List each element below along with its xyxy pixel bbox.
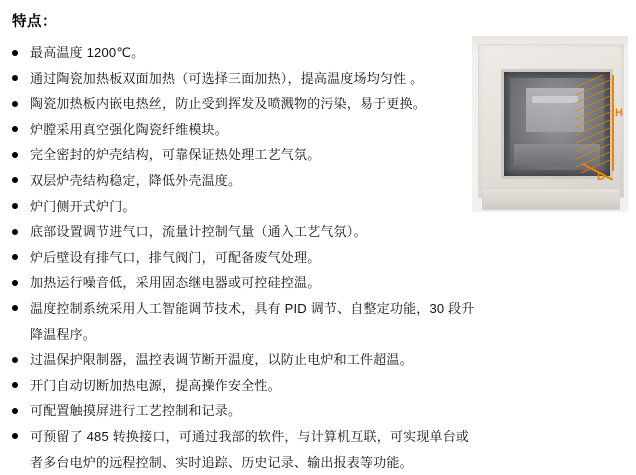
list-item-label: 炉后壁设有排气口，排气阀门，可配备废气处理。 [30, 249, 321, 265]
list-item [8, 168, 478, 194]
ceramic-heating-plate [532, 96, 578, 103]
bullet-icon [12, 50, 18, 56]
list-item-label: 完全密封的炉壳结构，可靠保证热处理工艺气氛。 [30, 147, 321, 163]
bullet-icon [12, 280, 18, 286]
bullet-icon [12, 152, 18, 158]
bullet-icon [12, 408, 18, 414]
list-item-label: 底部设置调节进气口，流量计控制气量（通入工艺气氛）。 [30, 224, 367, 240]
list-item [8, 142, 478, 168]
list-item [8, 66, 478, 92]
bullet-icon [12, 203, 18, 209]
list-item-label: 炉门侧开式炉门。 [30, 198, 136, 214]
list-item-label: 可预留了 485 转换接口，可通过我部的软件，与计算机互联，可实现单台或者多台电炉的远程控制、实时追踪、历史记录、输出报表等功能。 [30, 428, 470, 470]
bullet-icon [12, 75, 18, 81]
list-item-label: 通过陶瓷加热板双面加热（可选择三面加热），提高温度场均匀性 。 [30, 70, 424, 86]
furnace-photo [472, 36, 628, 212]
list-item [8, 398, 478, 424]
list-item-label: 最高温度 1200℃。 [30, 45, 145, 60]
list-item-label: 温度控制系统采用人工智能调节技术，具有 PID 调节、自整定功能，30 段升降温程序。 [30, 300, 475, 342]
list-item [8, 40, 478, 66]
bullet-icon [12, 305, 18, 311]
bullet-icon [12, 229, 18, 235]
height-dimension-line [612, 75, 614, 171]
list-item [8, 373, 478, 399]
list-item [8, 296, 478, 347]
list-item [8, 219, 478, 245]
bullet-icon [12, 357, 18, 363]
list-item-label: 可配置触摸屏进行工艺控制和记录。 [30, 403, 242, 419]
list-item [8, 91, 478, 117]
furnace-body [478, 44, 624, 198]
list-item [8, 194, 478, 220]
feature-list [8, 40, 478, 475]
bullet-icon [12, 177, 18, 183]
bullet-icon [12, 101, 18, 107]
dimension-hatching [575, 75, 611, 173]
list-item-label: 陶瓷加热板内嵌电热丝，防止受到挥发及喷溅物的污染，易于更换。 [30, 96, 427, 112]
list-item [8, 117, 478, 143]
list-item [8, 424, 478, 475]
list-item-label: 双层炉壳结构稳定，降低外壳温度。 [30, 172, 242, 188]
bullet-icon [12, 382, 18, 388]
bullet-icon [12, 433, 18, 439]
bullet-icon [12, 254, 18, 260]
bullet-icon [12, 126, 18, 132]
list-item [8, 347, 478, 373]
page-title: 特点： [12, 14, 57, 30]
depth-label: D [597, 171, 605, 183]
list-item-label: 加热运行噪音低，采用固态继电器或可控硅控温。 [30, 275, 321, 291]
list-item-label: 炉膛采用真空强化陶瓷纤维模块。 [30, 121, 229, 137]
list-item [8, 270, 478, 296]
list-item [8, 245, 478, 271]
height-label: H [615, 107, 623, 119]
list-item-label: 过温保护限制器，温控表调节断开温度，以防止电炉和工件超温。 [30, 352, 413, 368]
furnace-base [482, 188, 620, 210]
list-item-label: 开门自动切断加热电源，提高操作安全性。 [30, 377, 281, 393]
